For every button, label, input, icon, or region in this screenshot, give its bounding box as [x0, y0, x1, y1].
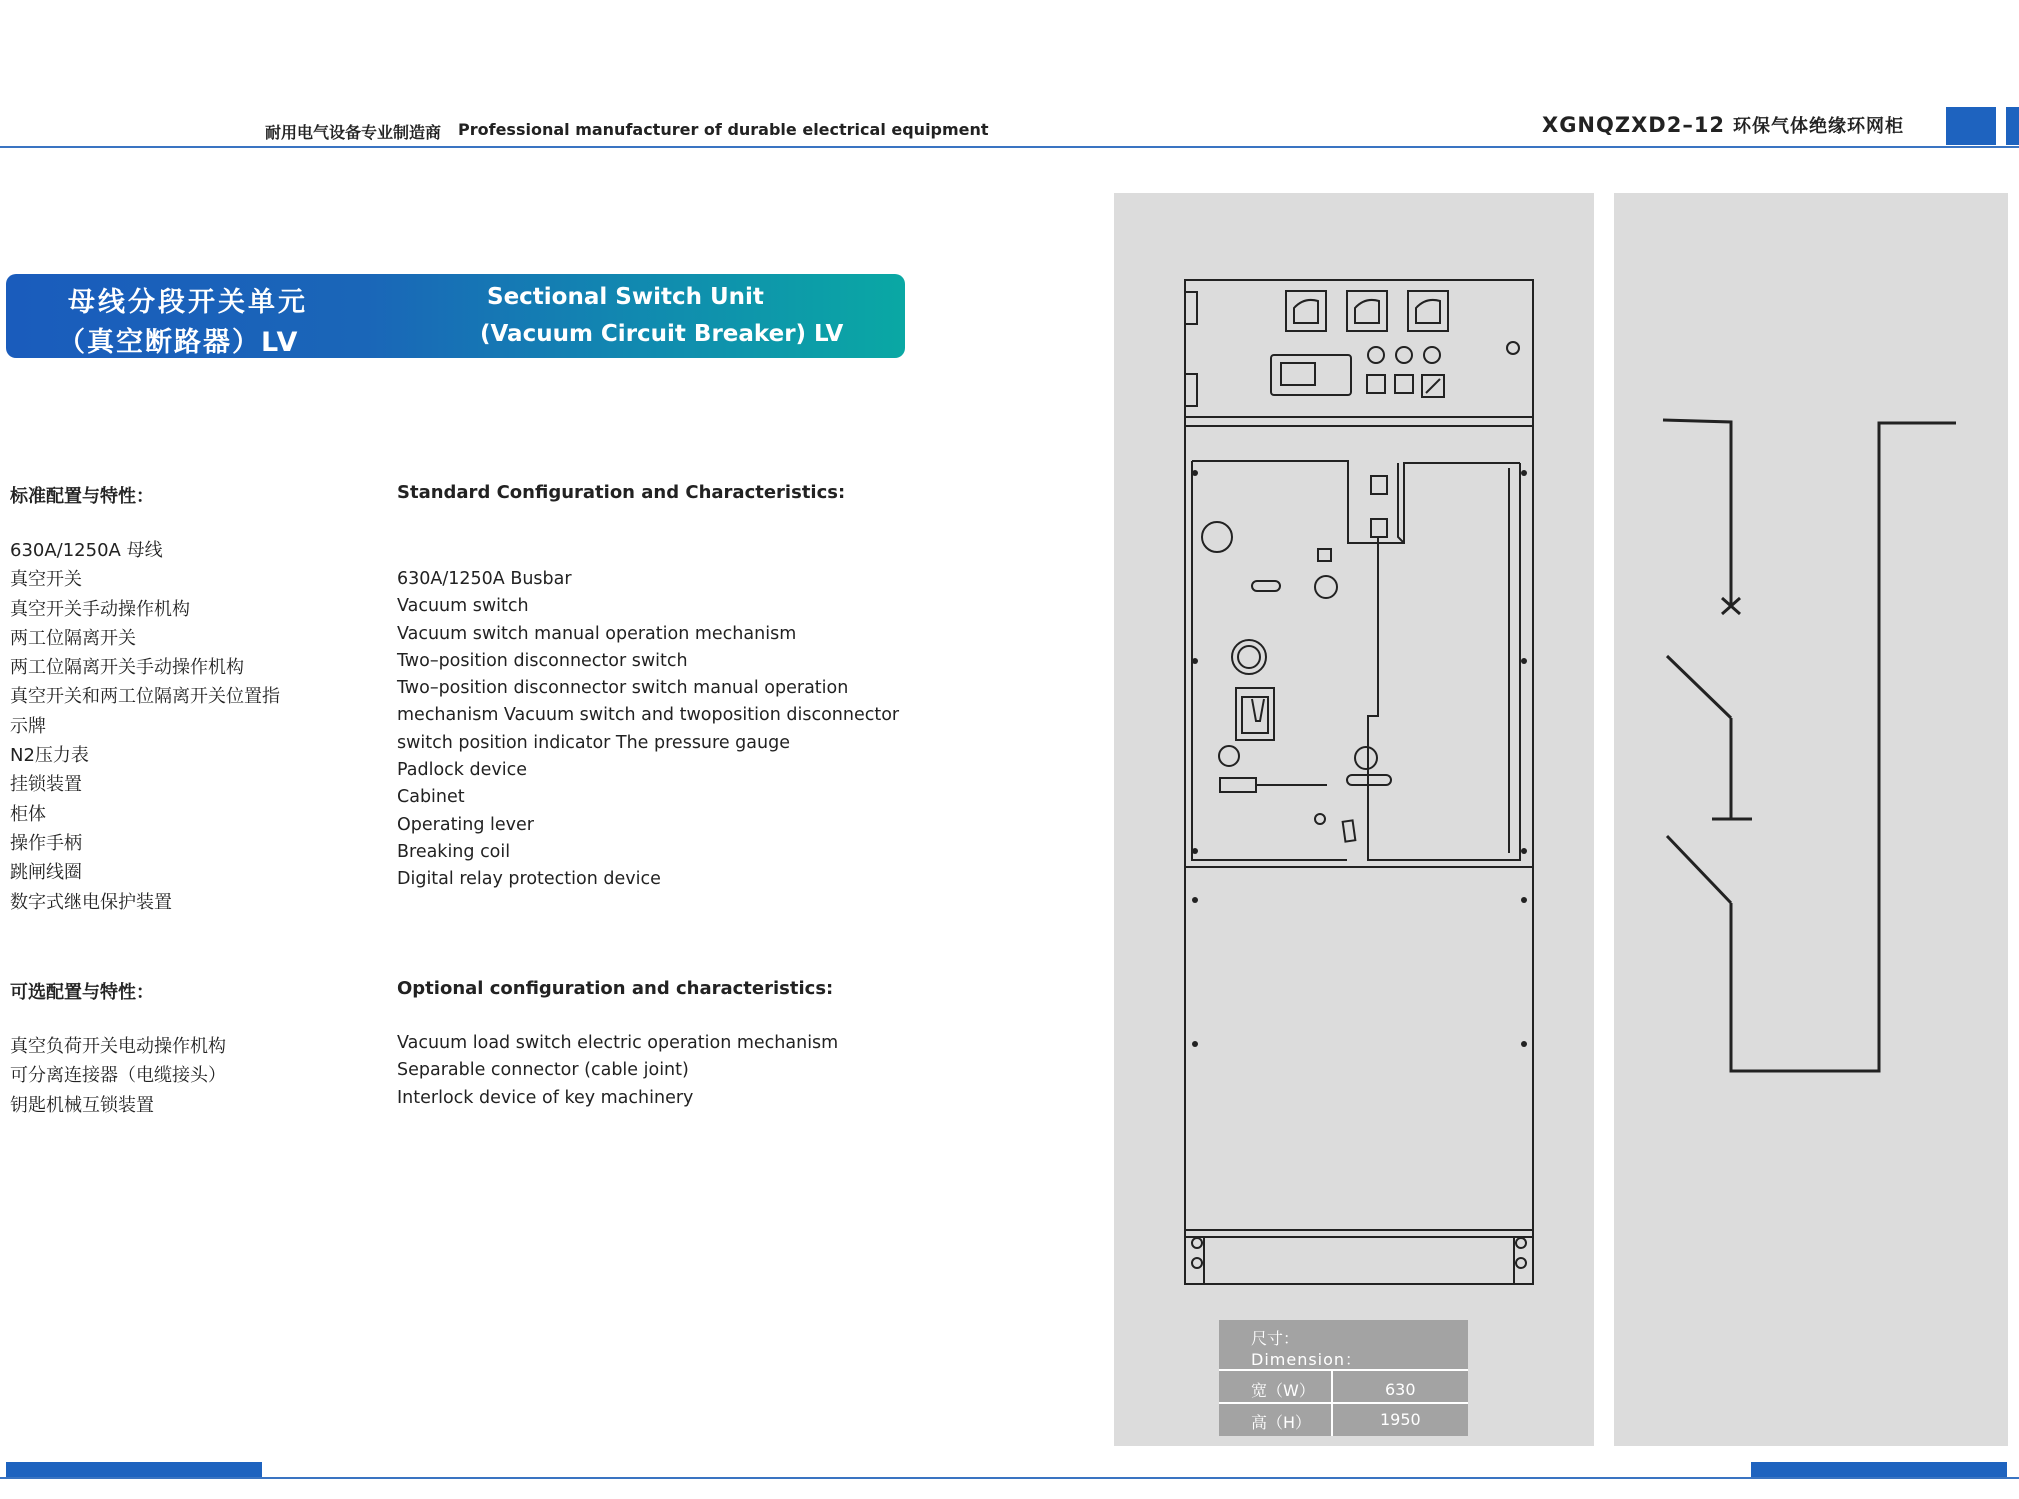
list-item: N2压力表	[10, 745, 89, 767]
list-item: 真空开关	[10, 569, 82, 591]
single-line-schematic	[1614, 193, 2008, 1446]
header-accent-block	[1946, 107, 1996, 145]
banner-title-en-line1: Sectional Switch Unit	[487, 284, 764, 310]
list-item: Padlock device	[397, 760, 527, 781]
banner-title-cn-line1: 母线分段开关单元	[68, 287, 308, 318]
list-item: Operating lever	[397, 814, 535, 835]
optional-list-en	[397, 1030, 838, 1112]
standard-title-cn: 标准配置与特性：	[10, 486, 154, 507]
header-rule	[0, 146, 2019, 148]
header-accent-block-small	[2006, 107, 2019, 145]
list-item: 钥匙机械互锁装置	[10, 1094, 154, 1116]
list-item: Cabinet	[397, 787, 465, 808]
optional-list-cn	[10, 1032, 226, 1120]
banner-title-cn-line2: （真空断路器）LV	[58, 327, 300, 358]
standard-list-en	[397, 566, 899, 894]
footer-accent-right	[1751, 1462, 2007, 1477]
divider	[1331, 1370, 1333, 1436]
list-item: 两工位隔离开关	[10, 627, 136, 649]
list-item: Interlock device of key machinery	[397, 1087, 694, 1108]
model-name-cn: 环保气体绝缘环网柜	[1733, 116, 1905, 137]
list-item: 真空负荷开关电动操作机构	[10, 1036, 226, 1057]
header-model	[1542, 112, 1904, 138]
footer-accent-left	[6, 1462, 262, 1477]
model-code: XGNQZXD2–12	[1542, 113, 1726, 137]
dimension-label-cn: 尺寸：	[1251, 1329, 1300, 1348]
list-item: 操作手柄	[10, 832, 82, 854]
list-item: Two–position disconnector switch manual operation	[397, 678, 849, 699]
list-item: 真空开关手动操作机构	[10, 598, 190, 620]
list-item: Vacuum switch manual operation mechanism	[397, 623, 797, 644]
optional-title-cn: 可选配置与特性：	[10, 982, 154, 1003]
header-tagline-cn: 耐用电气设备专业制造商	[265, 123, 442, 142]
list-item: 柜体	[10, 803, 46, 825]
list-item: 两工位隔离开关手动操作机构	[10, 657, 244, 679]
list-item: 示牌	[10, 715, 46, 737]
list-item: 630A/1250A 母线	[10, 540, 163, 561]
height-value: 1950	[1380, 1410, 1421, 1429]
list-item: switch position indicator The pressure gauge	[397, 732, 790, 753]
footer-rule	[0, 1477, 2019, 1479]
width-value: 630	[1385, 1380, 1416, 1399]
list-item: Vacuum load switch electric operation mechanism	[397, 1033, 839, 1053]
dimension-table	[1219, 1320, 1468, 1436]
list-item: Separable connector (cable joint)	[397, 1060, 689, 1081]
height-label: 高（H）	[1251, 1413, 1312, 1432]
list-item: Digital relay protection device	[397, 869, 661, 890]
list-item: 可分离连接器（电缆接头）	[10, 1065, 226, 1087]
list-item: Breaking coil	[397, 841, 511, 862]
banner-title-en-line2: (Vacuum Circuit Breaker) LV	[480, 321, 844, 347]
list-item: 真空开关和两工位隔离开关位置指	[10, 686, 280, 708]
list-item: mechanism Vacuum switch and twoposition disconnector	[397, 705, 900, 726]
cabinet-front-drawing	[1114, 193, 1594, 1446]
divider	[1219, 1369, 1468, 1371]
list-item: Two–position disconnector switch	[397, 650, 688, 671]
standard-title-en: Standard Configuration and Characteristics:	[397, 482, 846, 503]
unit-title-banner	[6, 274, 905, 358]
dimension-label-en: Dimension：	[1251, 1350, 1363, 1369]
list-item: Vacuum switch	[397, 596, 529, 617]
divider	[1219, 1402, 1468, 1404]
list-item: 跳闸线圈	[10, 862, 82, 884]
width-label: 宽（W）	[1251, 1381, 1315, 1400]
list-item: 630A/1250A Busbar	[397, 569, 572, 589]
optional-title-en: Optional configuration and characteristics:	[397, 978, 834, 999]
list-item: 挂锁装置	[10, 774, 82, 796]
standard-list-cn	[10, 536, 280, 917]
cabinet-outline	[1185, 280, 1533, 1284]
list-item: 数字式继电保护装置	[10, 891, 172, 913]
header-tagline-en: Professional manufacturer of durable electrical equipment	[458, 120, 989, 139]
